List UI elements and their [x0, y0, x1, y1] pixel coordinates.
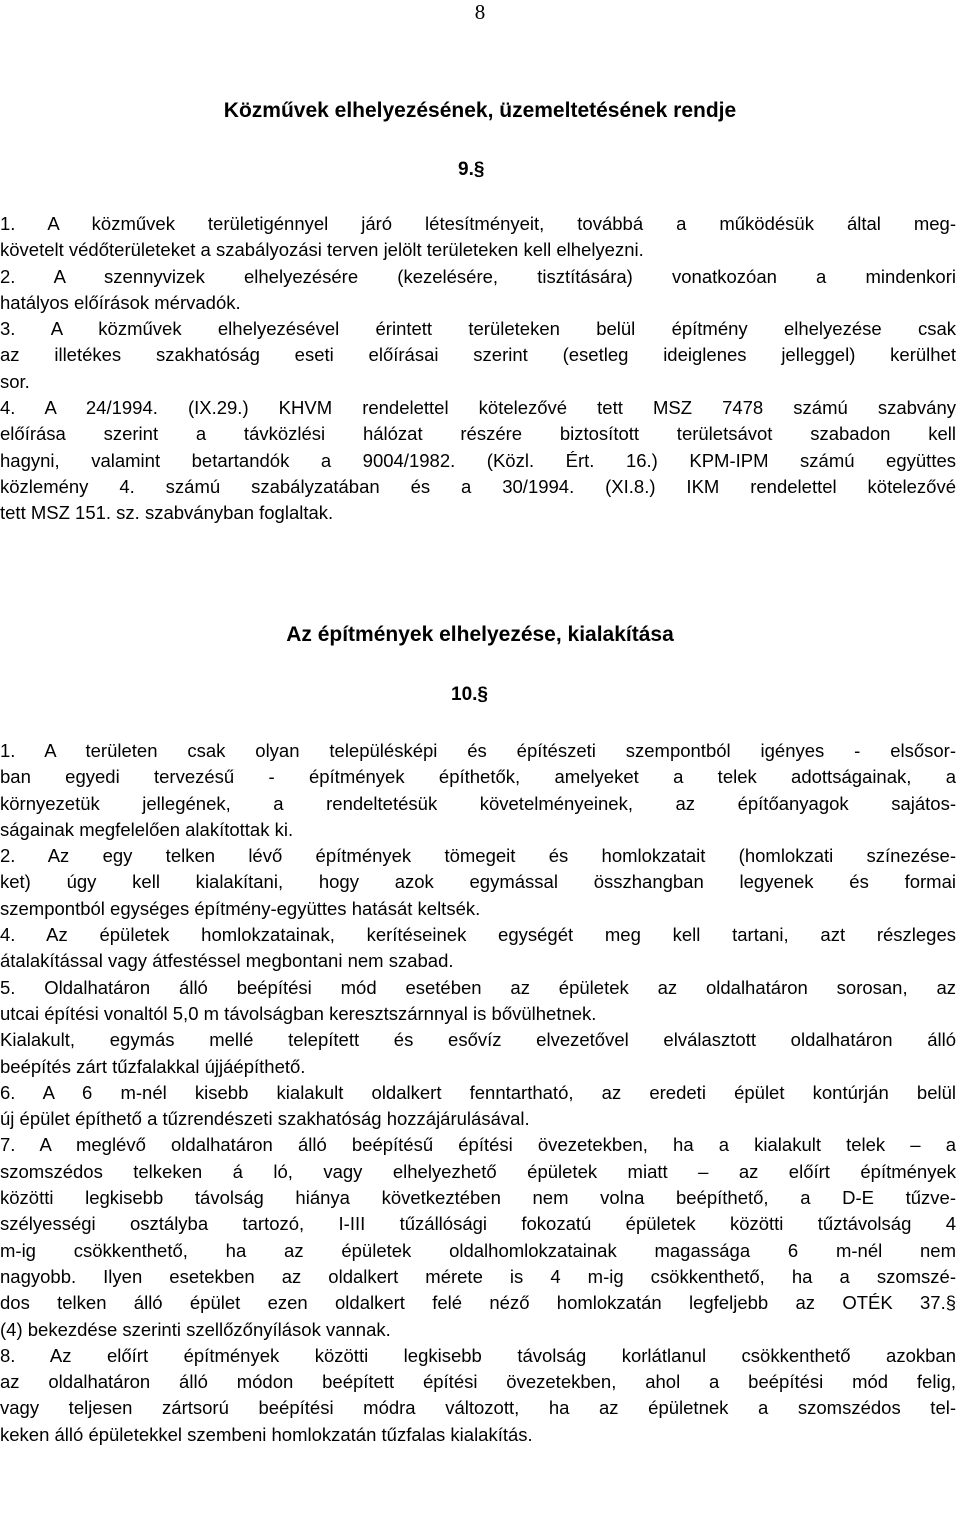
text-line: nagyobb. Ilyen esetekben az oldalkert mérete is 4 m-ig csökkenthető, ha a szomszé-: [0, 1265, 956, 1287]
text-line: előírása szerint a távközlési hálózat részére biztosított területsávot szabadon kell: [0, 423, 956, 445]
text-line: (4) bekezdése szerinti szellőzőnyílások vannak.: [0, 1318, 391, 1340]
text-line: szélyességi osztályba tartozó, I-III tűzállósági fokozatú épületek közötti tűztávolság 4: [0, 1213, 956, 1235]
text-line: átalakítással vagy átfestéssel megbontani nem szabad.: [0, 950, 454, 972]
section-heading-buildings: Az építmények elhelyezése, kialakítása: [286, 623, 674, 646]
text-line: keken álló épületekkel szembeni homlokzatán tűzfalas kialakítás.: [0, 1423, 533, 1445]
text-line: utcai építési vonaltól 5,0 m távolságban keresztszárnnyal is bővülhetnek.: [0, 1002, 597, 1024]
text-line: közlemény 4. számú szabályzatában és a 30/1994. (XI.8.) IKM rendelettel kötelezővé: [0, 475, 956, 497]
text-line: hatályos előírások mérvadók.: [0, 291, 241, 313]
section-body-utilities: [0, 211, 956, 527]
paragraph-number-9: 9.§: [458, 159, 485, 180]
page-number: 8: [474, 0, 486, 24]
text-line: 1. A területen csak olyan településképi és építészeti szempontból igényes - elsősor-: [0, 740, 956, 761]
text-line: 7. A meglévő oldalhatáron álló beépítésű építési övezetekben, ha a kialakult telek – a: [0, 1134, 956, 1156]
text-line: 2. A szennyvizek elhelyezésére (kezelésére, tisztítására) vonatkozóan a mindenkori: [0, 265, 956, 287]
paragraph-number-10: 10.§: [451, 684, 488, 705]
text-line: hagyni, valamint betartandók a 9004/1982. (Közl. Ért. 16.) KPM-IPM számú együttes: [0, 449, 956, 471]
section-body-buildings: [0, 738, 956, 1448]
text-line: 5. Oldalhatáron álló beépítési mód esetében az épületek az oldalhatáron sorosan, az: [0, 976, 956, 998]
text-line: 3. A közművek elhelyezésével érintett területeken belül építmény elhelyezése csak: [0, 318, 956, 340]
text-line: szomszédos telkeken á ló, vagy elhelyezhető épületek miatt – az előírt építmények: [0, 1160, 956, 1182]
text-line: környezetük jellegének, a rendeltetésük követelményeinek, az építőanyagok sajátos-: [0, 792, 956, 814]
text-line: ságainak megfelelően alakítottak ki.: [0, 818, 294, 840]
text-line: az illetékes szakhatóság eseti előírásai szerint (esetleg ideiglenes jelleggel) kerülhet: [0, 344, 956, 366]
text-line: 6. A 6 m-nél kisebb kialakult oldalkert fenntartható, az eredeti épület kontúrján belül: [0, 1081, 956, 1103]
text-line: 2. Az egy telken lévő építmények tömegeit és homlokzatait (homlokzati színezése-: [0, 845, 956, 867]
text-line: 1. A közművek területigénnyel járó létesítményeit, továbbá a működésük által meg-: [0, 213, 956, 234]
text-line: 4. Az épületek homlokzatainak, kerítéseinek egységét meg kell tartani, azt részleges: [0, 924, 956, 946]
text-line: 4. A 24/1994. (IX.29.) KHVM rendelettel kötelezővé tett MSZ 7478 számú szabvány: [0, 397, 956, 419]
text-line: az oldalhatáron álló módon beépített építési övezetekben, ahol a beépítési mód felig,: [0, 1371, 956, 1393]
text-line: szempontból egységes építmény-együttes hatását keltsék.: [0, 897, 481, 919]
section-heading-utilities: Közművek elhelyezésének, üzemeltetésének rendje: [223, 99, 737, 122]
text-line: beépítés zárt tűzfalakkal újjáépíthető.: [0, 1055, 306, 1077]
text-line: vagy teljesen zártsorú beépítési módra változott, ha az épületnek a szomszédos tel-: [0, 1397, 956, 1419]
text-line: ban egyedi tervezésű - építmények építhetők, amelyeket a telek adottságainak, a: [0, 766, 956, 788]
text-line: m-ig csökkenthető, ha az épületek oldalhomlokzatainak magassága 6 m-nél nem: [0, 1239, 956, 1261]
text-line: tett MSZ 151. sz. szabványban foglaltak.: [0, 502, 334, 524]
text-line: ket) úgy kell kialakítani, hogy azok egymással összhangban legyenek és formai: [0, 871, 956, 893]
text-line: sor.: [0, 370, 30, 392]
text-line: 8. Az előírt építmények közötti legkisebb távolság korlátlanul csökkenthető azokban: [0, 1344, 956, 1366]
text-line: közötti legkisebb távolság hiánya következtében nem volna beépíthető, a D-E tűzve-: [0, 1187, 956, 1209]
text-line: dos telken álló épület ezen oldalkert felé néző homlokzatán legfeljebb az OTÉK 37.§: [0, 1292, 956, 1314]
text-line: új épület építhető a tűzrendészeti szakhatóság hozzájárulásával.: [0, 1108, 530, 1130]
text-line: követelt védőterületeket a szabályozási terven jelölt területeken kell elhelyezni.: [0, 239, 644, 261]
text-line: Kialakult, egymás mellé telepített és esővíz elvezetővel elválasztott oldalhatáron álló: [0, 1029, 956, 1051]
